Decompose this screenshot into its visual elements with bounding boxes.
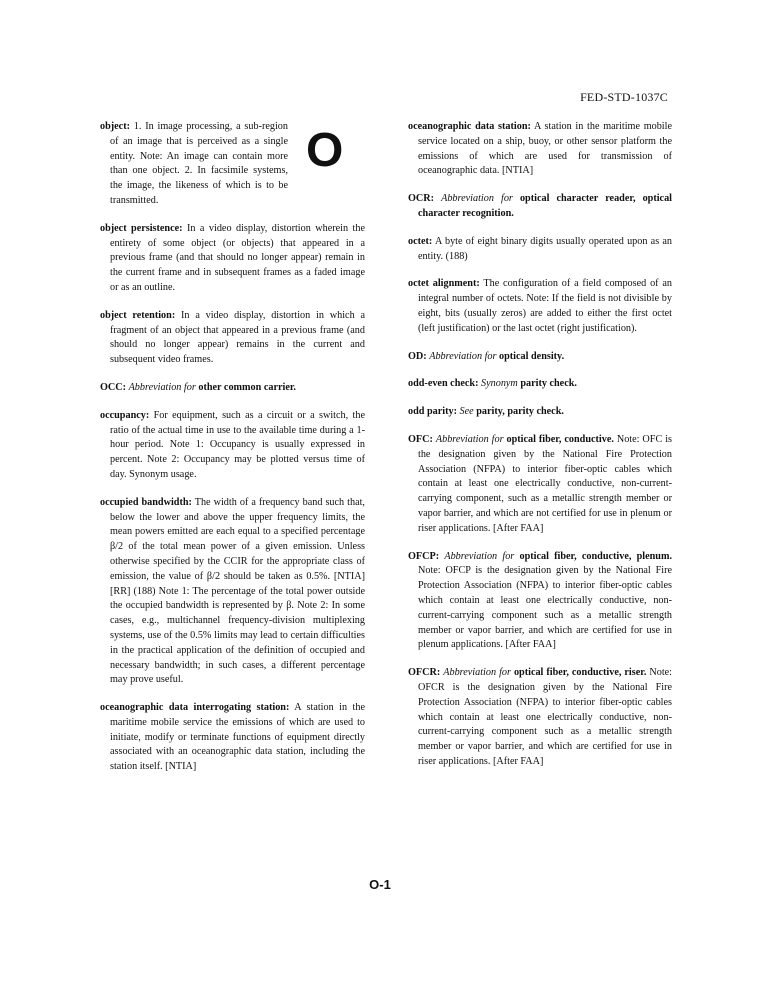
document-id-header: FED-STD-1037C	[580, 90, 668, 104]
glossary-term: OFCR:	[408, 667, 441, 679]
glossary-term: object persistence:	[100, 222, 183, 234]
entry-label: Abbreviation for	[443, 667, 511, 679]
glossary-entry	[100, 381, 365, 396]
glossary-entry	[100, 701, 365, 775]
cross-reference: parity, parity check.	[473, 406, 564, 418]
glossary-definition: Note: OFCR is the designation given by the National Fire Protection Association (NFPA) to interior fiber-optic cables which contain at least one electrically conductive, non-current-carrying component such as a metallic strength member or vapor barrier, and which are certified for use in riser applications. [After FAA]	[418, 667, 673, 767]
glossary-term: octet:	[408, 235, 433, 247]
glossary-definition: Note: OFCP is the designation given by the National Fire Protection Association (NFPA) to interior fiber-optic cables which contain at least one electrically conductive, non-current-carrying component such as a metallic strength member or vapor barrier, and which are certified for use in plenum applications. [After FAA]	[418, 565, 672, 651]
glossary-term: OFC:	[408, 433, 433, 445]
glossary-definition: A byte of eight binary digits usually operated upon as an entity. (188)	[418, 235, 672, 262]
glossary-term: object retention:	[100, 309, 176, 321]
glossary-entry	[408, 550, 672, 654]
glossary-term: odd-even check:	[408, 378, 479, 390]
glossary-entry	[100, 309, 365, 368]
entry-label: Abbreviation for	[128, 381, 196, 393]
glossary-entry	[408, 277, 672, 336]
glossary-entry	[408, 405, 672, 420]
cross-reference: optical density.	[496, 350, 565, 362]
glossary-term: object:	[100, 121, 130, 132]
glossary-entry	[408, 377, 672, 392]
glossary-term: OFCP:	[408, 550, 440, 562]
right-column	[408, 120, 672, 783]
glossary-entry	[408, 235, 672, 265]
section-letter: O	[306, 124, 344, 177]
glossary-term: odd parity:	[408, 406, 457, 418]
glossary-term: oceanographic data interrogating station:	[100, 702, 290, 714]
glossary-entry	[100, 496, 365, 688]
left-column	[100, 120, 365, 788]
glossary-entry	[100, 222, 365, 296]
glossary-entry	[100, 120, 288, 209]
entry-label: Abbreviation for	[444, 550, 515, 562]
glossary-term: octet alignment:	[408, 278, 480, 290]
glossary-definition: The configuration of a field composed of an integral number of octets. Note: If the field is not divisible by eight, bits (usually zeros) are added to either the first octet (left justification) or the last octet (right justification).	[418, 278, 672, 334]
glossary-entry	[100, 409, 365, 483]
entry-label: Abbreviation for	[435, 433, 504, 445]
glossary-term: occupied bandwidth:	[100, 496, 192, 508]
cross-reference: optical fiber, conductive, plenum.	[514, 550, 673, 562]
glossary-entry	[408, 350, 672, 365]
entry-label: Abbreviation for	[441, 193, 513, 205]
entry-label: See	[459, 406, 474, 418]
page-number: O-1	[369, 877, 391, 892]
glossary-entry	[408, 120, 672, 179]
glossary-term: OCR:	[408, 193, 435, 205]
cross-reference: parity check.	[517, 378, 577, 390]
glossary-term: OD:	[408, 350, 427, 362]
glossary-definition: The width of a frequency band such that, below the lower and above the upper frequency limits, the mean powers emitted are each equal to a specified percentage β/2 of the total mean power of a given emission. Unless otherwise specified by the CCIR for the appropriate class of emission, the value of β/2 should be taken as 0.5%. [NTIA] [RR] (188) Note 1: The percentage of the total power outside the occupied bandwidth is represented by β. Note 2: In some cases, e.g., multichannel frequency-division multiplexing systems, use of the 0.5% limits may lead to certain difficulties in the practical application of the definition of occupied and necessary bandwidth; in such cases, a different percentage may prove useful.	[110, 496, 365, 686]
glossary-entry	[408, 192, 672, 222]
glossary-definition: A station in the maritime mobile service the emissions of which are used to initiate, modify or terminate functions of equipment directly associated with an oceanographic data station, including the station itself. [NTIA]	[110, 702, 365, 773]
glossary-term: OCC:	[100, 381, 127, 393]
cross-reference: optical fiber, conductive, riser.	[510, 667, 647, 679]
glossary-term: occupancy:	[100, 409, 150, 421]
entry-label: Abbreviation for	[429, 350, 497, 362]
glossary-definition: Note: OFC is the designation given by the National Fire Protection Association (NFPA) to interior fiber-optic cables which contain at least one electrically conductive, non-current-carrying component, such as a metallic strength member or vapor barrier, and which are not certified for use in plenum or riser applications. [After FAA]	[418, 433, 673, 534]
cross-reference: optical character reader, optical character recognition.	[418, 193, 672, 219]
entry-label: Synonym	[481, 378, 518, 390]
glossary-definition: 1. In image processing, a sub-region of an image that is perceived as a single entity. Note: An image can contain more than one object. 2. In facsimile systems, the image, the likeness of which is to be transmitted.	[110, 121, 288, 206]
glossary-definition: A station in the maritime mobile service located on a ship, buoy, or other sensor platform the emissions of which are used for transmission of oceanographic data. [NTIA]	[418, 121, 672, 177]
glossary-entry	[408, 433, 672, 537]
cross-reference: optical fiber, conductive.	[503, 433, 614, 445]
glossary-entry	[408, 666, 672, 770]
glossary-definition: In a video display, distortion in which a fragment of an object that appeared in a previous frame (and should no longer appear) remains in the current and subsequent video frames.	[110, 309, 365, 366]
glossary-definition: In a video display, distortion wherein the entirety of some object (or objects) that appeared in a previous frame (and that should no longer appear) remain in the current frame and in subsequent frames as a faded image or as an outline.	[110, 222, 365, 293]
glossary-term: oceanographic data station:	[408, 121, 531, 132]
glossary-definition: For equipment, such as a circuit or a switch, the ratio of the actual time in use to the available time during a 1-hour period. Note 1: Occupancy is usually expressed in percent. Note 2: Occupancy may be plotted versus time of day. Synonym usage.	[110, 409, 365, 480]
cross-reference: other common carrier.	[195, 381, 296, 393]
